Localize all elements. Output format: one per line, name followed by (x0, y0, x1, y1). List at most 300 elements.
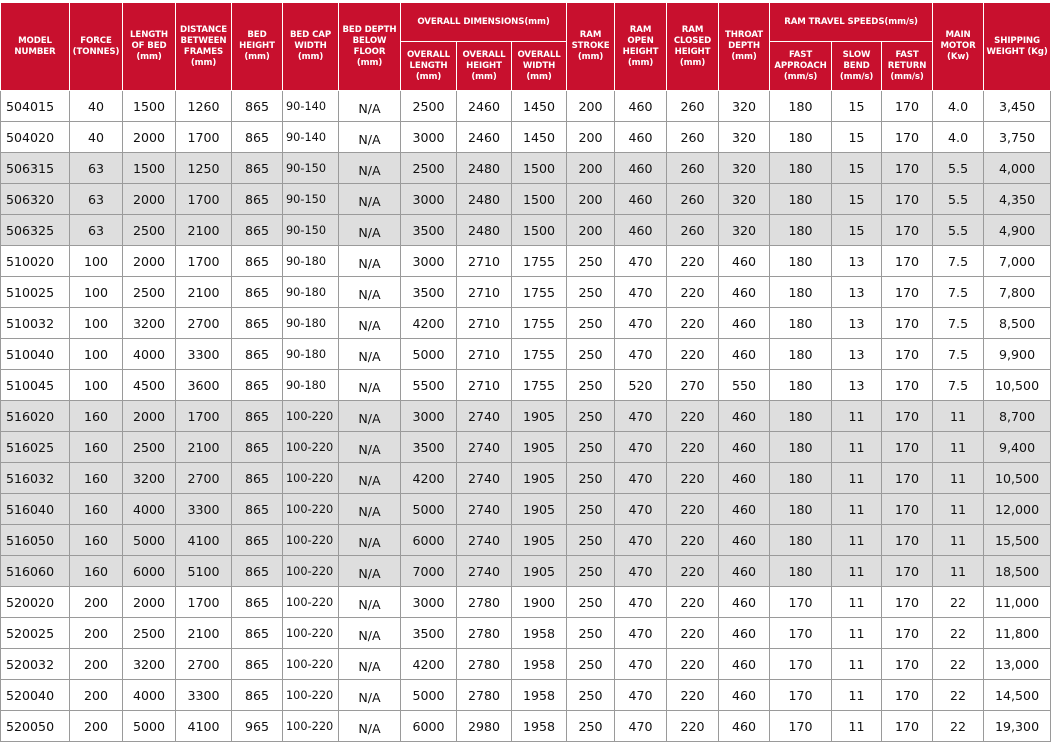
cell-overall-length: 4200 (401, 649, 457, 680)
cell-slow-bend: 15 (832, 153, 882, 184)
cell-bed-depth-below-floor: N/A (339, 246, 401, 277)
cell-fast-return: 170 (882, 680, 933, 711)
cell-force: 100 (70, 246, 123, 277)
cell-shipping-weight: 4,350 (984, 184, 1051, 215)
cell-slow-bend: 11 (832, 711, 882, 742)
cell-main-motor: 7.5 (933, 370, 984, 401)
cell-length-of-bed: 4000 (123, 494, 176, 525)
cell-throat-depth: 460 (719, 339, 770, 370)
cell-length-of-bed: 2000 (123, 122, 176, 153)
cell-slow-bend: 11 (832, 494, 882, 525)
cell-bed-height: 865 (232, 525, 283, 556)
cell-bed-cap-width: 90-180 (283, 246, 339, 277)
cell-slow-bend: 13 (832, 339, 882, 370)
cell-overall-width: 1450 (512, 91, 567, 122)
cell-fast-return: 170 (882, 463, 933, 494)
cell-model-number: 510040 (1, 339, 70, 370)
table-row (1, 649, 1051, 680)
cell-bed-cap-width: 90-150 (283, 184, 339, 215)
cell-distance-between-frames: 1700 (176, 401, 232, 432)
cell-overall-width: 1500 (512, 184, 567, 215)
cell-fast-return: 170 (882, 432, 933, 463)
cell-main-motor: 11 (933, 556, 984, 587)
cell-length-of-bed: 2000 (123, 184, 176, 215)
cell-overall-height: 2980 (457, 711, 512, 742)
cell-overall-width: 1450 (512, 122, 567, 153)
cell-overall-width: 1905 (512, 525, 567, 556)
cell-overall-width: 1958 (512, 680, 567, 711)
cell-ram-open-height: 460 (615, 184, 667, 215)
cell-ram-stroke: 250 (567, 401, 615, 432)
cell-ram-closed-height: 260 (667, 153, 719, 184)
cell-bed-cap-width: 100-220 (283, 556, 339, 587)
cell-bed-cap-width: 100-220 (283, 463, 339, 494)
cell-slow-bend: 11 (832, 525, 882, 556)
cell-main-motor: 4.0 (933, 122, 984, 153)
cell-overall-length: 6000 (401, 525, 457, 556)
table-row (1, 711, 1051, 742)
cell-overall-height: 2460 (457, 122, 512, 153)
cell-ram-open-height: 470 (615, 401, 667, 432)
cell-throat-depth: 460 (719, 711, 770, 742)
cell-length-of-bed: 1500 (123, 153, 176, 184)
cell-fast-approach: 180 (770, 277, 832, 308)
cell-shipping-weight: 4,900 (984, 215, 1051, 246)
cell-bed-cap-width: 100-220 (283, 525, 339, 556)
cell-main-motor: 22 (933, 587, 984, 618)
cell-distance-between-frames: 4100 (176, 525, 232, 556)
cell-overall-height: 2780 (457, 649, 512, 680)
cell-throat-depth: 460 (719, 587, 770, 618)
table-row (1, 618, 1051, 649)
cell-model-number: 516025 (1, 432, 70, 463)
cell-overall-length: 3000 (401, 401, 457, 432)
cell-distance-between-frames: 3300 (176, 680, 232, 711)
cell-main-motor: 7.5 (933, 308, 984, 339)
cell-fast-approach: 180 (770, 463, 832, 494)
cell-distance-between-frames: 4100 (176, 711, 232, 742)
cell-overall-height: 2740 (457, 401, 512, 432)
cell-shipping-weight: 10,500 (984, 463, 1051, 494)
cell-overall-length: 7000 (401, 556, 457, 587)
header-overall-length: OVERALL LENGTH (mm) (401, 42, 457, 91)
cell-force: 100 (70, 370, 123, 401)
cell-overall-width: 1755 (512, 277, 567, 308)
cell-bed-cap-width: 100-220 (283, 711, 339, 742)
cell-shipping-weight: 8,700 (984, 401, 1051, 432)
cell-force: 63 (70, 153, 123, 184)
cell-bed-depth-below-floor: N/A (339, 401, 401, 432)
table-row (1, 308, 1051, 339)
cell-bed-height: 865 (232, 308, 283, 339)
cell-overall-length: 3000 (401, 184, 457, 215)
cell-fast-return: 170 (882, 308, 933, 339)
table-row (1, 370, 1051, 401)
cell-bed-cap-width: 100-220 (283, 649, 339, 680)
cell-bed-height: 865 (232, 463, 283, 494)
header-force: FORCE (TONNES) (70, 3, 123, 91)
cell-bed-depth-below-floor: N/A (339, 153, 401, 184)
cell-ram-closed-height: 220 (667, 494, 719, 525)
cell-main-motor: 5.5 (933, 184, 984, 215)
cell-bed-cap-width: 90-180 (283, 308, 339, 339)
cell-fast-approach: 180 (770, 339, 832, 370)
cell-bed-height: 865 (232, 339, 283, 370)
cell-bed-height: 865 (232, 432, 283, 463)
cell-force: 63 (70, 184, 123, 215)
cell-length-of-bed: 3200 (123, 649, 176, 680)
cell-bed-cap-width: 100-220 (283, 587, 339, 618)
cell-bed-height: 865 (232, 277, 283, 308)
cell-ram-closed-height: 220 (667, 649, 719, 680)
cell-ram-stroke: 200 (567, 122, 615, 153)
cell-fast-approach: 180 (770, 122, 832, 153)
cell-overall-height: 2740 (457, 432, 512, 463)
cell-ram-open-height: 460 (615, 153, 667, 184)
cell-bed-height: 865 (232, 401, 283, 432)
cell-distance-between-frames: 1700 (176, 184, 232, 215)
cell-bed-cap-width: 90-140 (283, 91, 339, 122)
cell-throat-depth: 320 (719, 184, 770, 215)
table-body (1, 91, 1051, 742)
cell-model-number: 506325 (1, 215, 70, 246)
cell-ram-open-height: 470 (615, 649, 667, 680)
cell-force: 40 (70, 91, 123, 122)
cell-throat-depth: 460 (719, 277, 770, 308)
cell-ram-stroke: 250 (567, 308, 615, 339)
cell-length-of-bed: 3200 (123, 463, 176, 494)
cell-ram-closed-height: 220 (667, 525, 719, 556)
header-distance-between-frames: DISTANCE BETWEEN FRAMES (mm) (176, 3, 232, 91)
cell-shipping-weight: 18,500 (984, 556, 1051, 587)
cell-bed-depth-below-floor: N/A (339, 494, 401, 525)
cell-main-motor: 11 (933, 525, 984, 556)
cell-ram-closed-height: 220 (667, 587, 719, 618)
header-ram-open-height: RAM OPEN HEIGHT (mm) (615, 3, 667, 91)
cell-throat-depth: 320 (719, 122, 770, 153)
cell-model-number: 520050 (1, 711, 70, 742)
cell-fast-return: 170 (882, 618, 933, 649)
cell-overall-length: 3000 (401, 246, 457, 277)
cell-bed-height: 865 (232, 153, 283, 184)
cell-length-of-bed: 4500 (123, 370, 176, 401)
cell-fast-return: 170 (882, 587, 933, 618)
cell-bed-depth-below-floor: N/A (339, 587, 401, 618)
cell-bed-depth-below-floor: N/A (339, 711, 401, 742)
cell-main-motor: 22 (933, 649, 984, 680)
cell-length-of-bed: 2000 (123, 587, 176, 618)
cell-bed-depth-below-floor: N/A (339, 277, 401, 308)
cell-fast-return: 170 (882, 246, 933, 277)
cell-overall-length: 4200 (401, 463, 457, 494)
cell-ram-closed-height: 220 (667, 432, 719, 463)
cell-bed-height: 865 (232, 587, 283, 618)
cell-fast-return: 170 (882, 122, 933, 153)
cell-overall-length: 2500 (401, 91, 457, 122)
cell-ram-closed-height: 220 (667, 308, 719, 339)
cell-slow-bend: 11 (832, 587, 882, 618)
cell-ram-closed-height: 260 (667, 122, 719, 153)
cell-overall-height: 2480 (457, 153, 512, 184)
cell-overall-width: 1755 (512, 370, 567, 401)
header-overall-height: OVERALL HEIGHT (mm) (457, 42, 512, 91)
cell-overall-width: 1905 (512, 401, 567, 432)
cell-ram-open-height: 470 (615, 463, 667, 494)
cell-bed-cap-width: 90-180 (283, 339, 339, 370)
cell-throat-depth: 460 (719, 401, 770, 432)
cell-ram-stroke: 200 (567, 184, 615, 215)
header-ram-stroke: RAM STROKE (mm) (567, 3, 615, 91)
cell-shipping-weight: 10,500 (984, 370, 1051, 401)
cell-bed-depth-below-floor: N/A (339, 525, 401, 556)
cell-overall-width: 1958 (512, 711, 567, 742)
cell-distance-between-frames: 2100 (176, 277, 232, 308)
cell-ram-stroke: 250 (567, 711, 615, 742)
cell-distance-between-frames: 2700 (176, 308, 232, 339)
cell-ram-open-height: 470 (615, 432, 667, 463)
cell-overall-width: 1500 (512, 215, 567, 246)
cell-overall-height: 2740 (457, 525, 512, 556)
cell-overall-width: 1958 (512, 618, 567, 649)
cell-ram-open-height: 470 (615, 277, 667, 308)
cell-force: 40 (70, 122, 123, 153)
cell-bed-cap-width: 90-150 (283, 215, 339, 246)
cell-fast-return: 170 (882, 184, 933, 215)
cell-bed-depth-below-floor: N/A (339, 370, 401, 401)
cell-overall-height: 2710 (457, 277, 512, 308)
cell-bed-cap-width: 100-220 (283, 494, 339, 525)
cell-distance-between-frames: 2100 (176, 618, 232, 649)
cell-fast-approach: 170 (770, 649, 832, 680)
cell-model-number: 516040 (1, 494, 70, 525)
cell-main-motor: 11 (933, 432, 984, 463)
cell-overall-width: 1905 (512, 556, 567, 587)
cell-slow-bend: 13 (832, 277, 882, 308)
cell-shipping-weight: 7,800 (984, 277, 1051, 308)
cell-length-of-bed: 1500 (123, 91, 176, 122)
table-row (1, 494, 1051, 525)
cell-overall-width: 1500 (512, 153, 567, 184)
cell-distance-between-frames: 1700 (176, 587, 232, 618)
cell-bed-height: 865 (232, 649, 283, 680)
cell-ram-closed-height: 260 (667, 91, 719, 122)
cell-fast-approach: 180 (770, 215, 832, 246)
cell-bed-height: 865 (232, 494, 283, 525)
cell-shipping-weight: 14,500 (984, 680, 1051, 711)
header-slow-bend: SLOW BEND (mm/s) (832, 42, 882, 91)
cell-overall-height: 2740 (457, 556, 512, 587)
cell-overall-length: 3000 (401, 587, 457, 618)
cell-fast-approach: 170 (770, 680, 832, 711)
cell-bed-height: 865 (232, 91, 283, 122)
cell-throat-depth: 460 (719, 525, 770, 556)
cell-distance-between-frames: 3300 (176, 494, 232, 525)
cell-throat-depth: 460 (719, 494, 770, 525)
cell-overall-length: 6000 (401, 711, 457, 742)
header-model-number: MODEL NUMBER (1, 3, 70, 91)
header-ram-travel-speeds-group: RAM TRAVEL SPEEDS(mm/s) (770, 3, 933, 42)
cell-model-number: 504020 (1, 122, 70, 153)
table-row (1, 277, 1051, 308)
cell-force: 200 (70, 711, 123, 742)
cell-model-number: 516032 (1, 463, 70, 494)
cell-slow-bend: 11 (832, 432, 882, 463)
cell-ram-stroke: 250 (567, 339, 615, 370)
cell-overall-length: 3500 (401, 432, 457, 463)
table-row (1, 215, 1051, 246)
cell-overall-length: 3500 (401, 277, 457, 308)
header-length-of-bed: LENGTH OF BED (mm) (123, 3, 176, 91)
cell-fast-approach: 180 (770, 494, 832, 525)
cell-overall-height: 2740 (457, 494, 512, 525)
cell-ram-open-height: 470 (615, 246, 667, 277)
cell-length-of-bed: 2000 (123, 401, 176, 432)
cell-overall-width: 1905 (512, 432, 567, 463)
cell-model-number: 520020 (1, 587, 70, 618)
cell-bed-cap-width: 90-180 (283, 370, 339, 401)
cell-bed-depth-below-floor: N/A (339, 339, 401, 370)
cell-length-of-bed: 2500 (123, 277, 176, 308)
cell-ram-open-height: 470 (615, 680, 667, 711)
cell-bed-cap-width: 90-150 (283, 153, 339, 184)
cell-throat-depth: 460 (719, 680, 770, 711)
cell-model-number: 520032 (1, 649, 70, 680)
cell-ram-stroke: 200 (567, 91, 615, 122)
cell-shipping-weight: 11,800 (984, 618, 1051, 649)
cell-ram-closed-height: 270 (667, 370, 719, 401)
cell-shipping-weight: 3,450 (984, 91, 1051, 122)
cell-ram-closed-height: 220 (667, 401, 719, 432)
cell-slow-bend: 11 (832, 680, 882, 711)
cell-ram-stroke: 250 (567, 525, 615, 556)
cell-ram-stroke: 250 (567, 277, 615, 308)
cell-overall-height: 2710 (457, 246, 512, 277)
cell-overall-length: 4200 (401, 308, 457, 339)
cell-throat-depth: 320 (719, 91, 770, 122)
cell-overall-height: 2740 (457, 463, 512, 494)
cell-length-of-bed: 6000 (123, 556, 176, 587)
cell-slow-bend: 11 (832, 463, 882, 494)
cell-fast-return: 170 (882, 215, 933, 246)
cell-ram-stroke: 250 (567, 246, 615, 277)
cell-force: 160 (70, 432, 123, 463)
cell-distance-between-frames: 1250 (176, 153, 232, 184)
cell-slow-bend: 13 (832, 246, 882, 277)
cell-fast-return: 170 (882, 711, 933, 742)
cell-ram-stroke: 250 (567, 649, 615, 680)
cell-distance-between-frames: 1260 (176, 91, 232, 122)
cell-ram-open-height: 470 (615, 494, 667, 525)
cell-fast-approach: 170 (770, 711, 832, 742)
cell-ram-open-height: 470 (615, 308, 667, 339)
cell-throat-depth: 460 (719, 463, 770, 494)
cell-overall-length: 3000 (401, 122, 457, 153)
cell-length-of-bed: 2500 (123, 215, 176, 246)
cell-model-number: 510032 (1, 308, 70, 339)
cell-overall-width: 1905 (512, 494, 567, 525)
cell-ram-stroke: 250 (567, 618, 615, 649)
cell-ram-stroke: 250 (567, 556, 615, 587)
cell-overall-height: 2710 (457, 370, 512, 401)
table-row (1, 91, 1051, 122)
cell-length-of-bed: 3200 (123, 308, 176, 339)
cell-fast-return: 170 (882, 277, 933, 308)
table-row (1, 556, 1051, 587)
cell-overall-width: 1755 (512, 339, 567, 370)
cell-slow-bend: 11 (832, 649, 882, 680)
cell-fast-approach: 180 (770, 432, 832, 463)
cell-fast-return: 170 (882, 649, 933, 680)
cell-length-of-bed: 4000 (123, 339, 176, 370)
cell-throat-depth: 320 (719, 215, 770, 246)
cell-main-motor: 5.5 (933, 215, 984, 246)
cell-model-number: 506320 (1, 184, 70, 215)
cell-shipping-weight: 11,000 (984, 587, 1051, 618)
cell-ram-stroke: 250 (567, 494, 615, 525)
cell-bed-depth-below-floor: N/A (339, 556, 401, 587)
cell-throat-depth: 460 (719, 618, 770, 649)
cell-bed-height: 965 (232, 711, 283, 742)
cell-distance-between-frames: 3300 (176, 339, 232, 370)
cell-fast-approach: 180 (770, 556, 832, 587)
cell-slow-bend: 15 (832, 91, 882, 122)
cell-main-motor: 11 (933, 401, 984, 432)
cell-overall-height: 2710 (457, 339, 512, 370)
cell-fast-approach: 170 (770, 587, 832, 618)
cell-bed-cap-width: 100-220 (283, 401, 339, 432)
cell-main-motor: 22 (933, 680, 984, 711)
cell-distance-between-frames: 1700 (176, 246, 232, 277)
cell-fast-approach: 180 (770, 308, 832, 339)
cell-model-number: 516020 (1, 401, 70, 432)
cell-fast-approach: 170 (770, 618, 832, 649)
cell-distance-between-frames: 5100 (176, 556, 232, 587)
cell-throat-depth: 460 (719, 649, 770, 680)
cell-throat-depth: 460 (719, 246, 770, 277)
cell-shipping-weight: 9,900 (984, 339, 1051, 370)
cell-main-motor: 5.5 (933, 153, 984, 184)
cell-slow-bend: 13 (832, 370, 882, 401)
cell-bed-depth-below-floor: N/A (339, 618, 401, 649)
cell-ram-closed-height: 260 (667, 184, 719, 215)
cell-overall-length: 5000 (401, 494, 457, 525)
cell-slow-bend: 11 (832, 556, 882, 587)
cell-overall-width: 1905 (512, 463, 567, 494)
cell-force: 100 (70, 339, 123, 370)
cell-shipping-weight: 8,500 (984, 308, 1051, 339)
cell-bed-height: 865 (232, 246, 283, 277)
cell-length-of-bed: 5000 (123, 711, 176, 742)
cell-shipping-weight: 12,000 (984, 494, 1051, 525)
cell-force: 160 (70, 463, 123, 494)
cell-force: 200 (70, 680, 123, 711)
cell-ram-closed-height: 220 (667, 277, 719, 308)
cell-fast-return: 170 (882, 556, 933, 587)
cell-ram-open-height: 470 (615, 618, 667, 649)
cell-bed-depth-below-floor: N/A (339, 649, 401, 680)
cell-fast-approach: 180 (770, 91, 832, 122)
table-row (1, 525, 1051, 556)
cell-distance-between-frames: 2100 (176, 215, 232, 246)
cell-bed-cap-width: 90-180 (283, 277, 339, 308)
cell-ram-open-height: 460 (615, 122, 667, 153)
cell-length-of-bed: 5000 (123, 525, 176, 556)
cell-fast-approach: 180 (770, 153, 832, 184)
cell-throat-depth: 550 (719, 370, 770, 401)
cell-model-number: 504015 (1, 91, 70, 122)
cell-ram-open-height: 520 (615, 370, 667, 401)
cell-bed-height: 865 (232, 370, 283, 401)
